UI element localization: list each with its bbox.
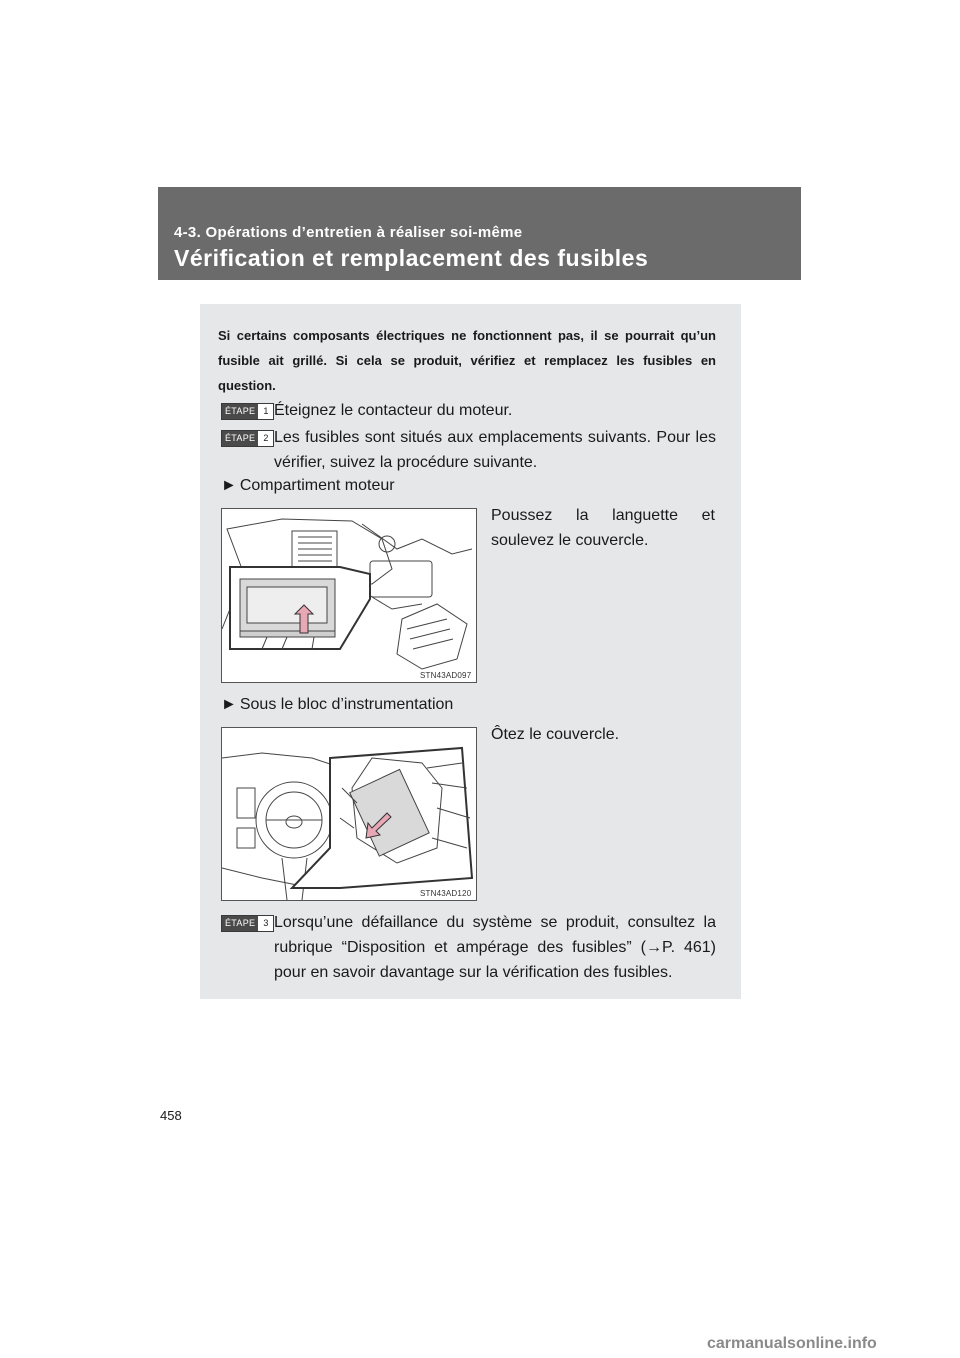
engine-compartment-illustration: [222, 509, 476, 682]
section-label: 4-3. Opérations d’entretien à réaliser soi-même: [174, 224, 523, 241]
step-badge: ÉTAPE 3: [221, 915, 274, 932]
page-title: Vérification et remplacement des fusibles: [174, 245, 649, 271]
step-text: Lorsqu’une défaillance du système se produit, consultez la rubrique “Disposition et ampérage des fusibles” (→P. 461) pour en savoir davantage sur la vérification des fusibles.: [274, 914, 716, 981]
triangle-right-icon: ►: [221, 696, 237, 713]
location-engine-title: ► Compartiment moteur: [221, 473, 395, 498]
figure-code: STN43AD097: [420, 671, 472, 680]
triangle-right-icon: ►: [221, 477, 237, 494]
engine-fuse-box-figure: [221, 508, 477, 683]
section-header: [158, 187, 801, 280]
watermark: carmanualsonline.info: [707, 1335, 877, 1352]
dashboard-fuse-box-figure: [221, 727, 477, 901]
step-text: Les fusibles sont situés aux emplacements suivants. Pour les vérifier, suivez la procédure suivante.: [274, 429, 716, 471]
figure-code: STN43AD120: [420, 889, 472, 898]
step-badge: ÉTAPE 2: [221, 430, 274, 447]
page-number: 458: [160, 1108, 182, 1123]
intro-text: Si certains composants électriques ne fonctionnent pas, il se pourrait qu’un fusible ait grillé. Si cela se produit, vérifiez et remplacez les fusibles en question.: [218, 328, 716, 393]
step-text: Éteignez le contacteur du moteur.: [274, 402, 513, 419]
step-badge: ÉTAPE 1: [221, 403, 274, 420]
location-engine-instruction: Poussez la languette et soulevez le couvercle.: [491, 507, 715, 549]
location-dashboard-instruction: Ôtez le couvercle.: [491, 726, 620, 743]
dashboard-illustration: [222, 728, 476, 900]
location-dashboard-title: ► Sous le bloc d’instrumentation: [221, 692, 453, 717]
